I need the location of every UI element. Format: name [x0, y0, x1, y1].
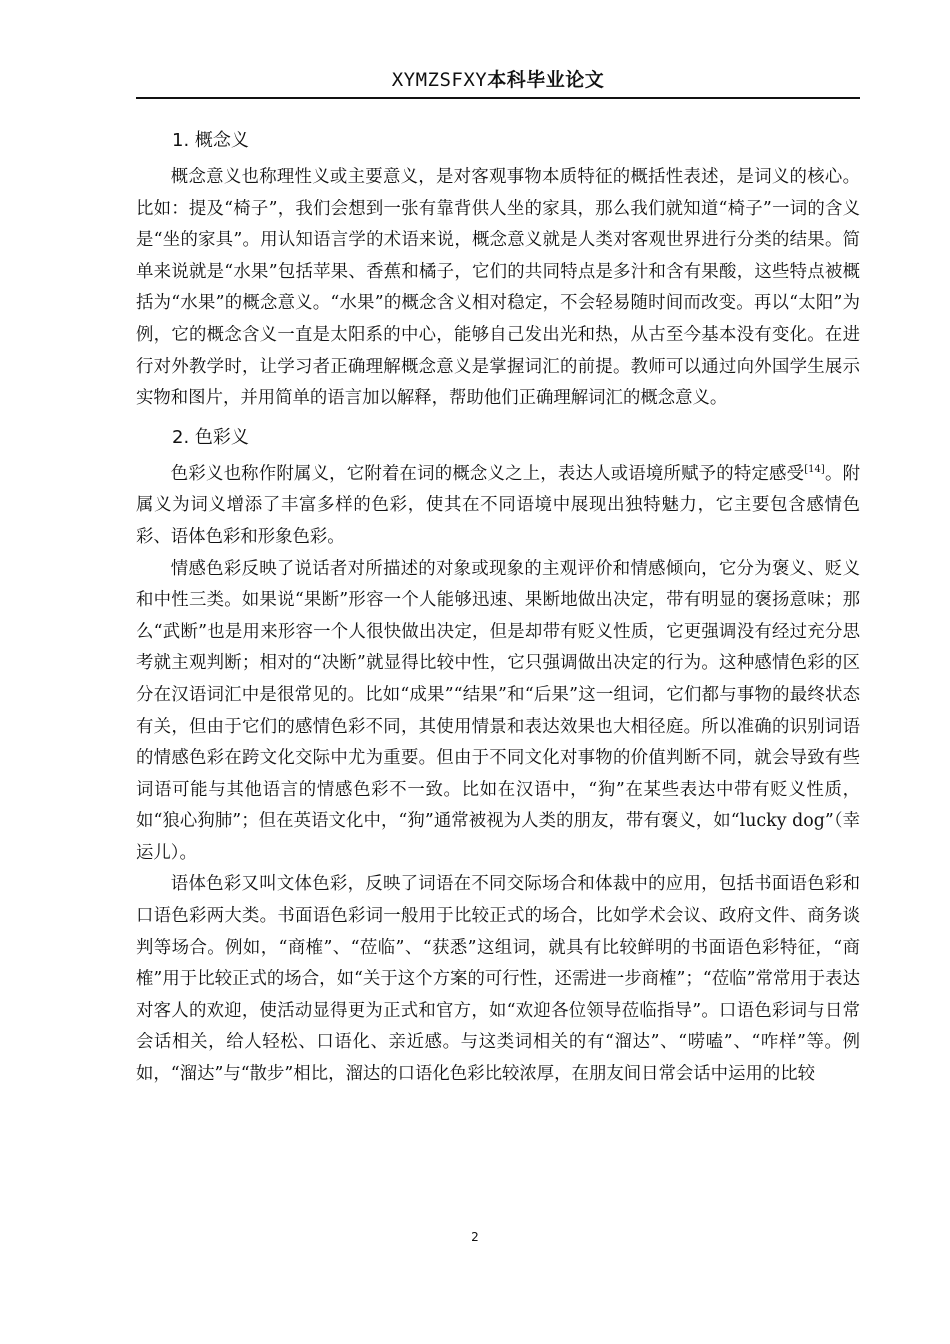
header-title: 本科毕业论文	[487, 69, 605, 91]
paragraph-text: 。附属义为词义增添了丰富多样的色彩，使其在不同语境中展现出独特魅力，它主要包含感情色彩、语体色彩和形象色彩。	[136, 463, 860, 547]
paragraph-concept-meaning: 概念意义也称理性义或主要意义，是对客观事物本质特征的概括性表述，是词义的核心。比如：提及“椅子”，我们会想到一张有靠背供人坐的家具，那么我们就知道“椅子”一词的含义是“坐的家具”。用认知语言学的术语来说，概念意义就是人类对客观世界进行分类的结果。简单来说就是“水果”包括苹果、香蕉和橘子，它们的共同特点是多汁和含有果酸，这些特点被概括为“水果”的概念意义。“水果”的概念含义相对稳定，不会轻易随时间而改变。再以“太阳”为例，它的概念含义一直是太阳系的中心，能够自己发出光和热，从古至今基本没有变化。在进行对外教学时，让学习者正确理解概念意义是掌握词汇的前提。教师可以通过向外国学生展示实物和图片，并用简单的语言加以解释，帮助他们正确理解词汇的概念意义。	[136, 167, 860, 409]
citation-reference: [14]	[804, 463, 825, 475]
header-rule	[136, 97, 860, 99]
header-brand: XYMZSFXY	[391, 69, 488, 91]
page-number: 2	[471, 1230, 479, 1244]
section-heading-1: 1. 概念义	[172, 130, 249, 151]
paragraph-emotional-color: 情感色彩反映了说话者对所描述的对象或现象的主观评价和情感倾向，它分为褒义、贬义和中性三类。如果说“果断”形容一个人能够迅速、果断地做出决定，带有明显的褒扬意味；那么“武断”也是用来形容一个人很快做出决定，但是却带有贬义性质，它更强调没有经过充分思考就主观判断；相对的“决断”就显得比较中性，它只强调做出决定的行为。这种感情色彩的区分在汉语词汇中是很常见的。比如“成果”“结果”和“后果”这一组词，它们都与事物的最终状态有关，但由于它们的感情色彩不同，其使用情景和表达效果也大相径庭。所以准确的识别词语的情感色彩在跨文化交际中尤为重要。但由于不同文化对事物的价值判断不同，就会导致有些词语可能与其他语言的情感色彩不一致。比如在汉语中，“狗”在某些表达中带有贬义性质，如“狼心狗肺”；但在英语文化中，“狗”通常被视为人类的朋友，带有褒义，如“lucky dog”（幸运儿）。	[136, 558, 860, 863]
page-body	[136, 118, 860, 1091]
paragraph-color-meaning	[136, 459, 860, 554]
page-header	[136, 62, 860, 98]
paragraph-text: 色彩义也称作附属义，它附着在词的概念义之上，表达人或语境所赋予的特定感受	[170, 463, 805, 484]
section-heading-2: 2. 色彩义	[172, 426, 249, 448]
paragraph-stylistic-color: 语体色彩又叫文体色彩，反映了词语在不同交际场合和体裁中的应用，包括书面语色彩和口语色彩两大类。书面语色彩词一般用于比较正式的场合，比如学术会议、政府文件、商务谈判等场合。例如，“商榷”、“莅临”、“获悉”这组词，就具有比较鲜明的书面语色彩特征，“商榷”用于比较正式的场合，如“关于这个方案的可行性，还需进一步商榷”；“莅临”常常用于表达对客人的欢迎，使活动显得更为正式和官方，如“欢迎各位领导莅临指导”。口语色彩词与日常会话相关，给人轻松、口语化、亲近感。与这类词相关的有“溜达”、“唠嗑”、“咋样”等。例如，“溜达”与“散步”相比，溜达的口语化色彩比较浓厚，在朋友间日常会话中运用的比较	[136, 874, 860, 1085]
